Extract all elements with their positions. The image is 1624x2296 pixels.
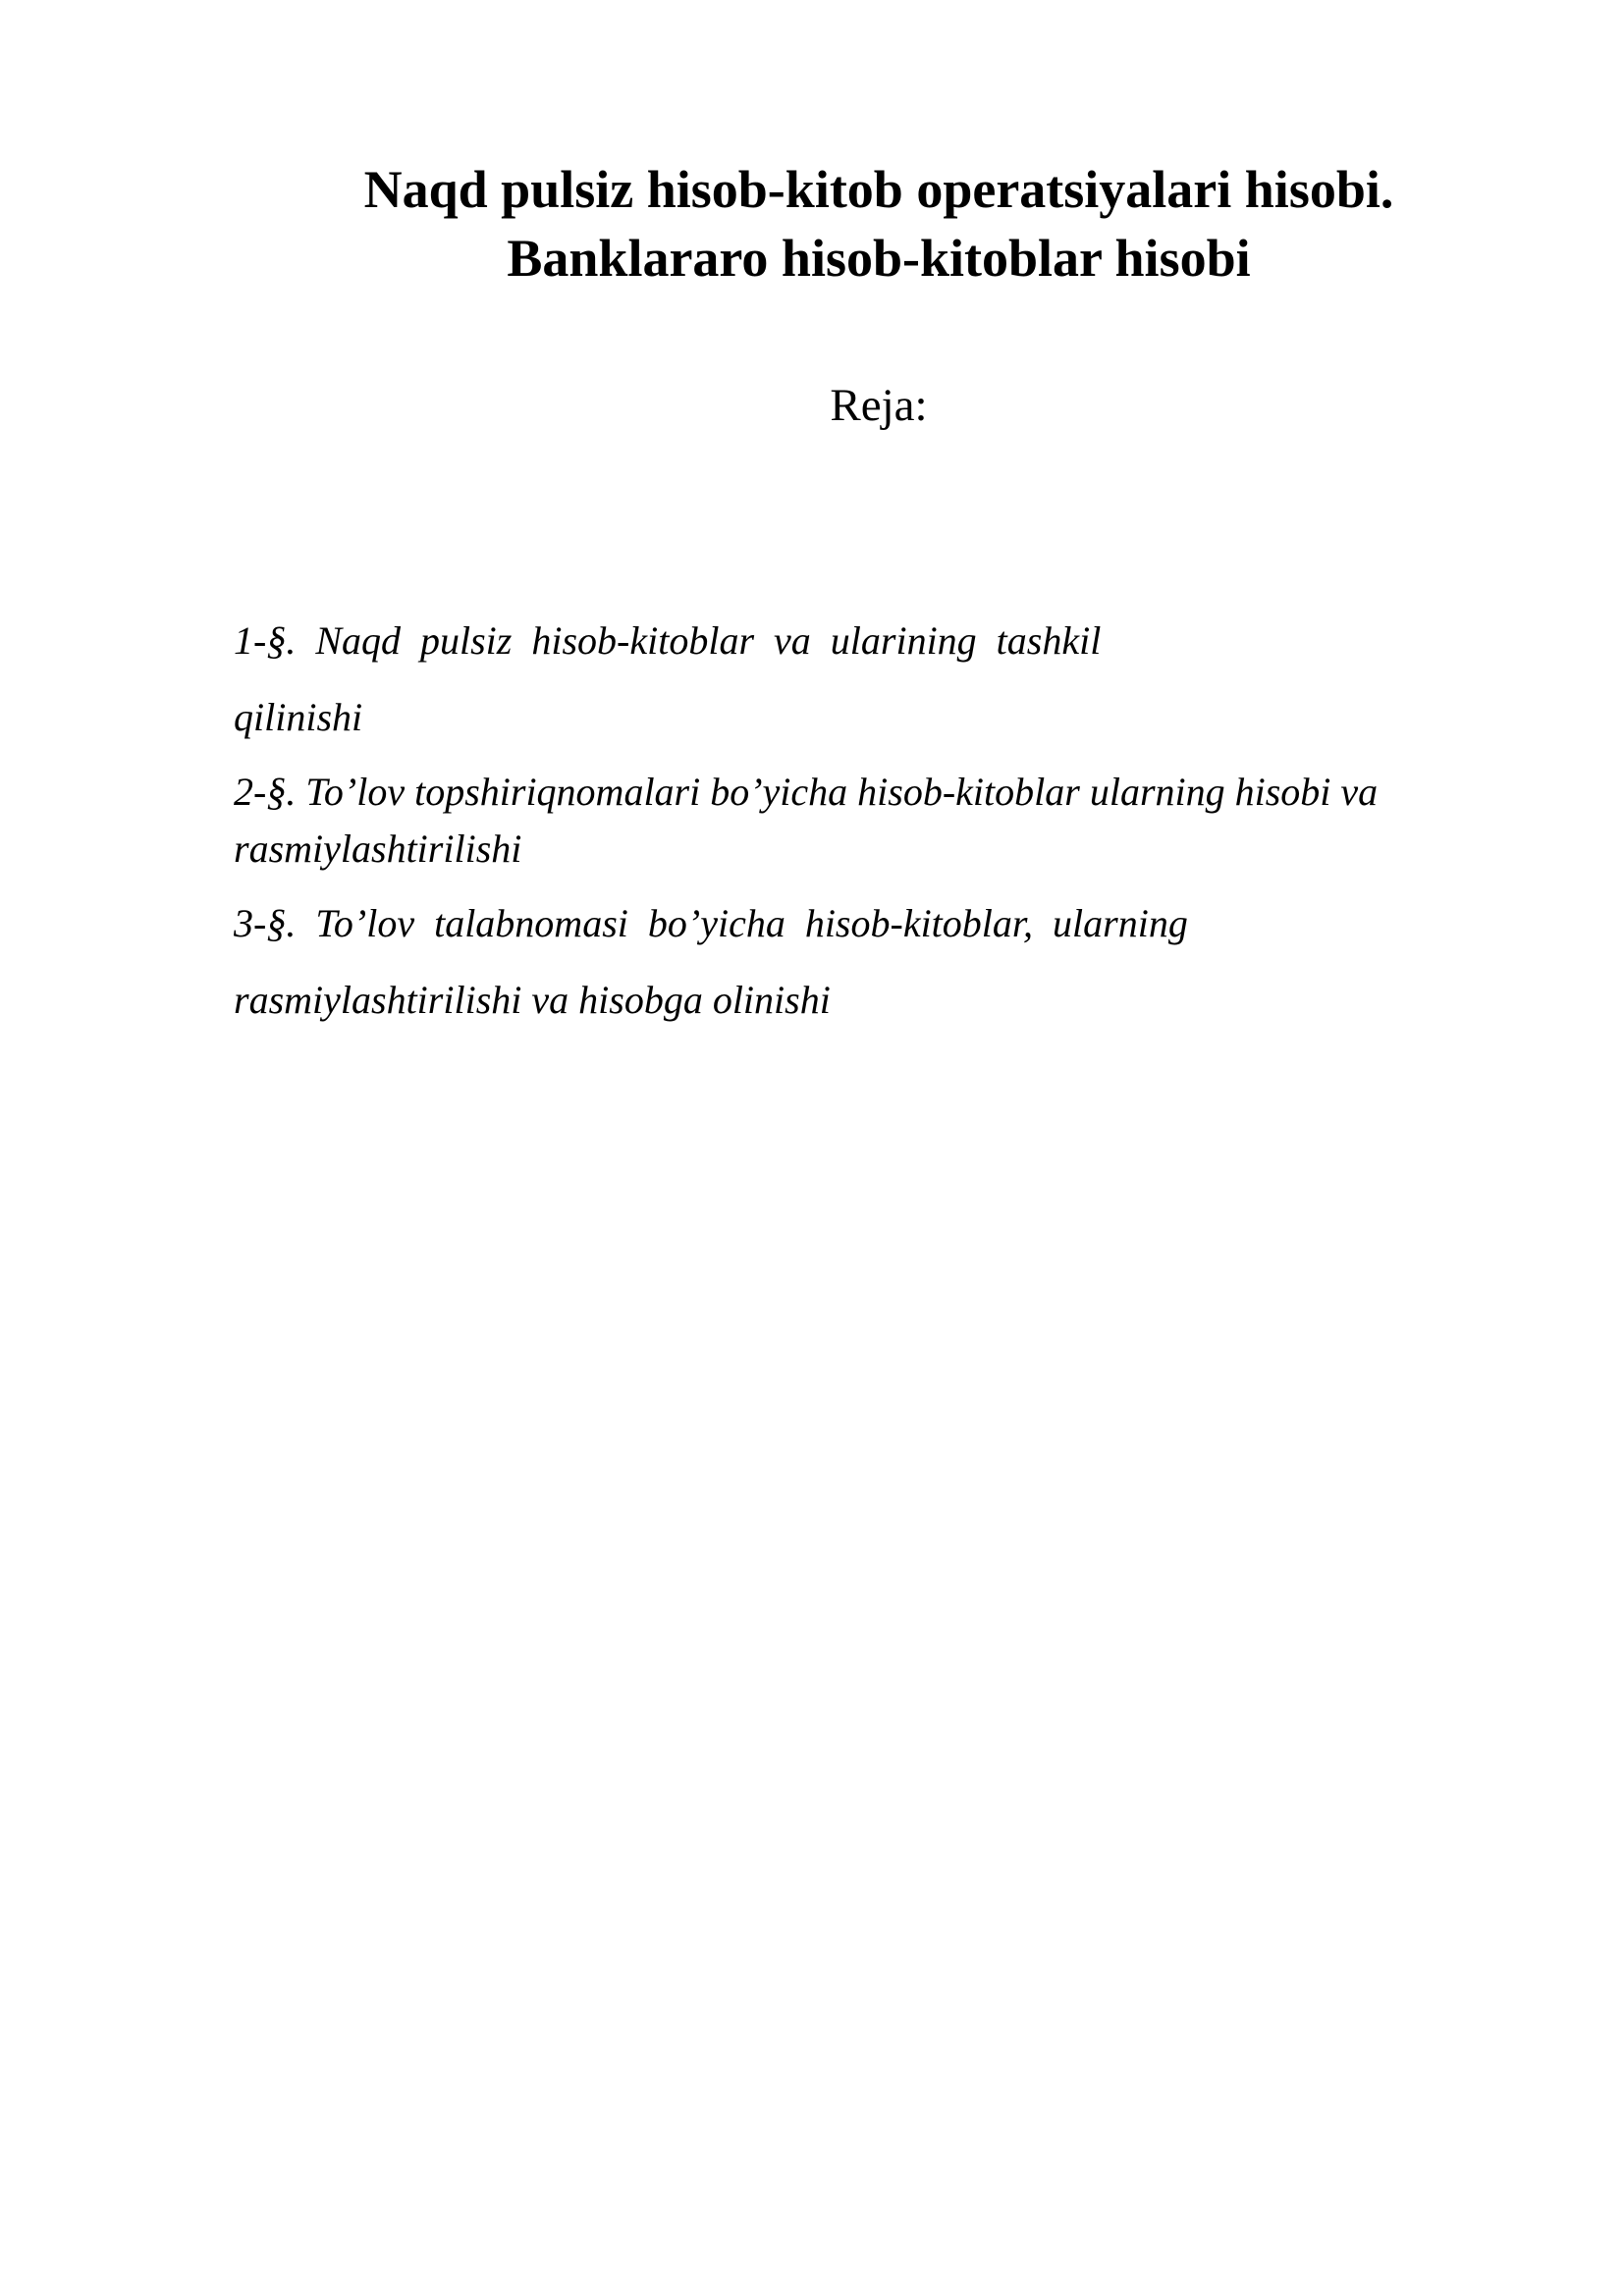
plan-item-2-line-2: rasmiylashtirilishi — [234, 827, 522, 871]
plan-item-3-line-2: rasmiylashtirilishi va hisobga olinishi — [234, 978, 831, 1022]
document-title-line-2: Banklararo hisob-kitoblar hisobi — [507, 229, 1251, 288]
plan-item-1-line-2: qilinishi — [234, 695, 363, 739]
plan-item-1-line-1: 1-§. Naqd pulsiz hisob-kitoblar va ularining tashkil — [234, 618, 1102, 663]
plan-heading: Reja: — [830, 380, 928, 431]
plan-item-2-line-1: 2-§. To’lov topshiriqnomalari bo’yicha hisob-kitoblar ularning hisobi va — [234, 770, 1379, 814]
plan-item-3-line-1: 3-§. To’lov talabnomasi bo’yicha hisob-kitoblar, ularning — [234, 901, 1188, 945]
document-title-line-1: Naqd pulsiz hisob-kitob operatsiyalari hisobi. — [363, 160, 1394, 219]
